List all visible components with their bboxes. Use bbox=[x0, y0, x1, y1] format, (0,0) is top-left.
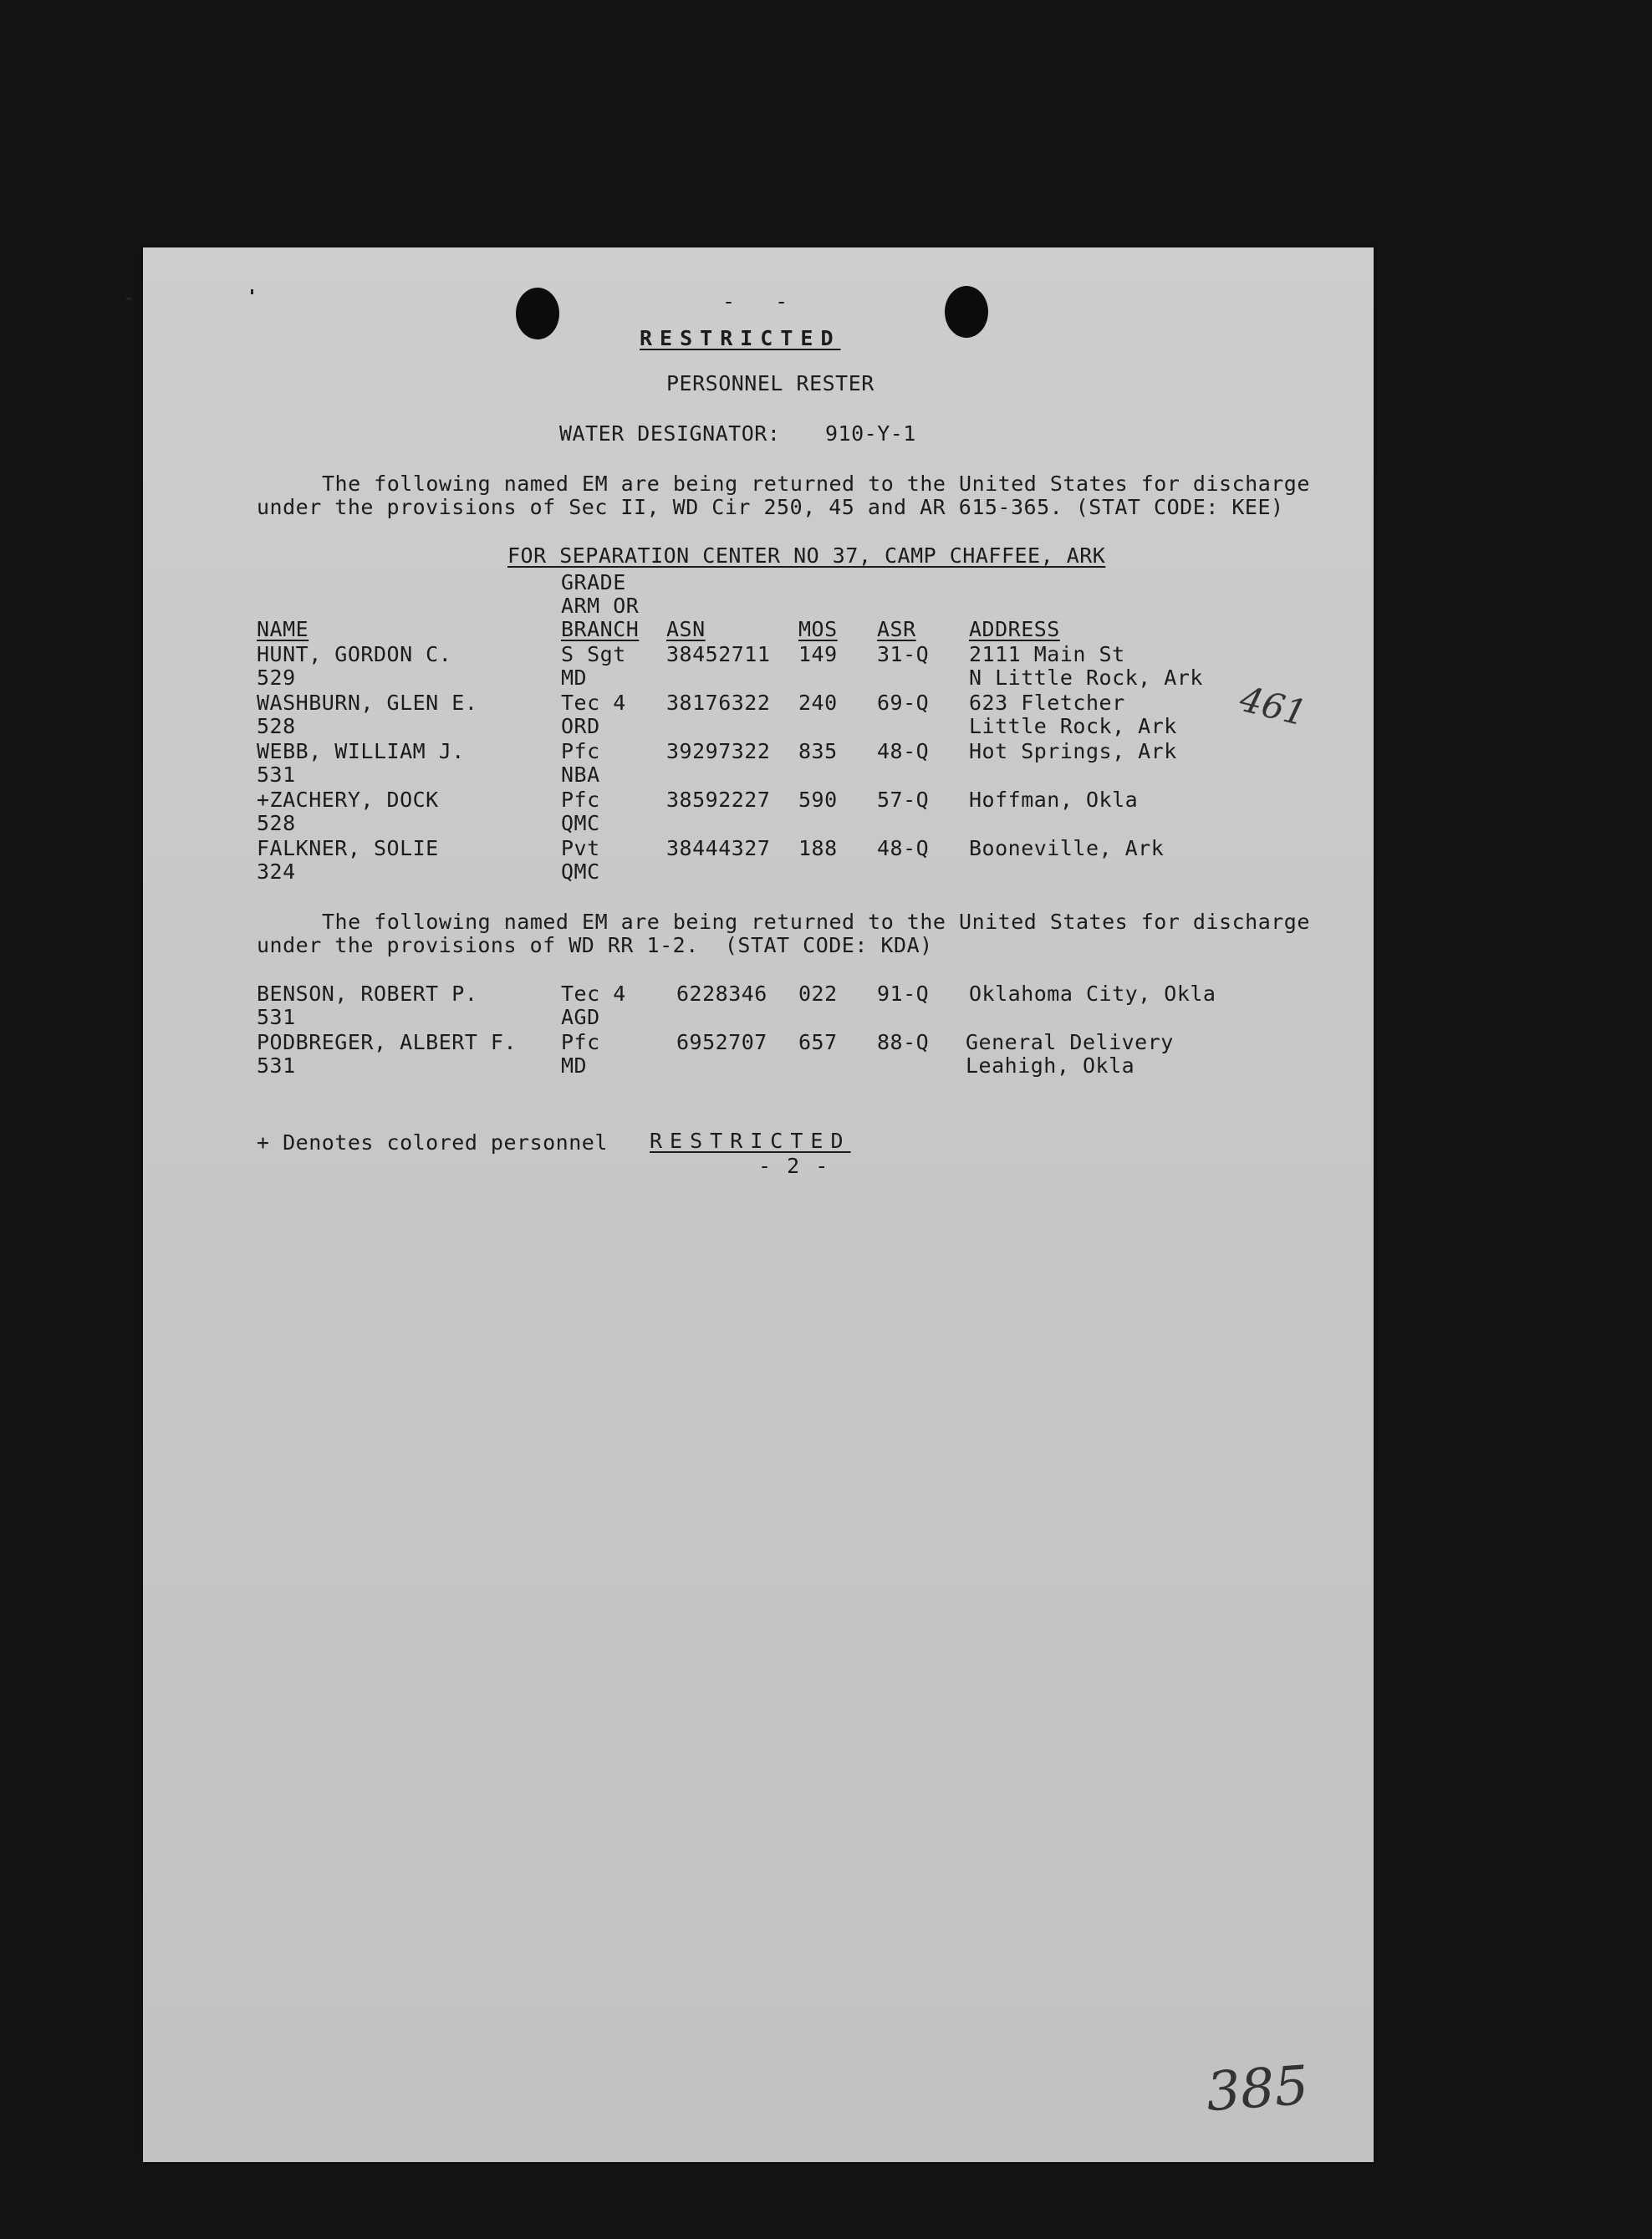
row-grade: Pvt bbox=[561, 836, 600, 860]
row-mos: 149 bbox=[798, 642, 838, 666]
punch-hole-right bbox=[945, 286, 988, 338]
row-branch: NBA bbox=[561, 762, 600, 787]
row-branch: ORD bbox=[561, 714, 600, 738]
col-asr: ASR bbox=[877, 617, 916, 641]
row-name: BENSON, ROBERT P. bbox=[257, 982, 478, 1006]
row-grade: Pfc bbox=[561, 739, 600, 763]
classification-header: RESTRICTED bbox=[640, 326, 841, 350]
row-name: HUNT, GORDON C. bbox=[257, 642, 452, 666]
row-asn: 38176322 bbox=[666, 691, 771, 715]
row-grade: S Sgt bbox=[561, 642, 626, 666]
row-mos: 657 bbox=[798, 1030, 838, 1054]
row-branch: MD bbox=[561, 1053, 588, 1078]
document-title: PERSONNEL RESTER bbox=[666, 371, 874, 395]
row-asr: 69-Q bbox=[877, 691, 930, 715]
handwritten-page-stamp: 385 bbox=[1204, 2054, 1311, 2124]
col-grade-line1: GRADE bbox=[561, 570, 626, 594]
col-grade-line3: BRANCH bbox=[561, 617, 640, 641]
intro1-line1: The following named EM are being returned to the United States for discharge bbox=[322, 472, 1310, 496]
row-name: +ZACHERY, DOCK bbox=[257, 788, 439, 812]
row-mos: 022 bbox=[798, 982, 838, 1006]
row-asr: 48-Q bbox=[877, 739, 930, 763]
col-mos: MOS bbox=[798, 617, 838, 641]
row-address1: General Delivery bbox=[966, 1030, 1174, 1054]
row-code: 324 bbox=[257, 859, 296, 884]
row-asr: 31-Q bbox=[877, 642, 930, 666]
row-asn: 38444327 bbox=[666, 836, 771, 860]
row-asn: 38452711 bbox=[666, 642, 771, 666]
intro1-line2: under the provisions of Sec II, WD Cir 250, 45 and AR 615-365. (STAT CODE: KEE) bbox=[257, 495, 1284, 519]
stray-mark bbox=[251, 289, 253, 294]
handwritten-margin-number: 461 bbox=[1236, 678, 1311, 734]
row-grade: Tec 4 bbox=[561, 691, 626, 715]
row-address1: 2111 Main St bbox=[969, 642, 1125, 666]
row-address1: 623 Fletcher bbox=[969, 691, 1125, 715]
punch-hole-left bbox=[516, 288, 559, 339]
water-designator-value: 910-Y-1 bbox=[825, 421, 916, 446]
row-address2: Leahigh, Okla bbox=[966, 1053, 1135, 1078]
row-asr: 57-Q bbox=[877, 788, 930, 812]
row-address1: Oklahoma City, Okla bbox=[969, 982, 1216, 1006]
row-code: 531 bbox=[257, 1053, 296, 1078]
col-grade-line2: ARM OR bbox=[561, 594, 640, 618]
stray-mark bbox=[126, 298, 131, 300]
row-name: FALKNER, SOLIE bbox=[257, 836, 439, 860]
row-asn: 39297322 bbox=[666, 739, 771, 763]
row-name: WEBB, WILLIAM J. bbox=[257, 739, 465, 763]
row-grade: Pfc bbox=[561, 1030, 600, 1054]
row-branch: MD bbox=[561, 666, 588, 690]
row-asn: 6228346 bbox=[676, 982, 767, 1006]
row-branch: QMC bbox=[561, 859, 600, 884]
water-designator-label: WATER DESIGNATOR: bbox=[559, 421, 781, 446]
row-address1: Hot Springs, Ark bbox=[969, 739, 1177, 763]
row-code: 528 bbox=[257, 811, 296, 835]
row-mos: 835 bbox=[798, 739, 838, 763]
row-grade: Tec 4 bbox=[561, 982, 626, 1006]
row-asr: 91-Q bbox=[877, 982, 930, 1006]
intro2-line2: under the provisions of WD RR 1-2. (STAT CODE: KDA) bbox=[257, 933, 933, 957]
row-asn: 38592227 bbox=[666, 788, 771, 812]
row-name: PODBREGER, ALBERT F. bbox=[257, 1030, 518, 1054]
row-mos: 240 bbox=[798, 691, 838, 715]
row-address1: Booneville, Ark bbox=[969, 836, 1165, 860]
row-asr: 48-Q bbox=[877, 836, 930, 860]
row-address2: Little Rock, Ark bbox=[969, 714, 1177, 738]
row-mos: 188 bbox=[798, 836, 838, 860]
row-code: 531 bbox=[257, 1005, 296, 1029]
document-page bbox=[143, 247, 1374, 2162]
row-address2: N Little Rock, Ark bbox=[969, 666, 1203, 690]
row-branch: QMC bbox=[561, 811, 600, 835]
row-address1: Hoffman, Okla bbox=[969, 788, 1139, 812]
row-code: 531 bbox=[257, 762, 296, 787]
row-code: 529 bbox=[257, 666, 296, 690]
intro2-line1: The following named EM are being returned to the United States for discharge bbox=[322, 910, 1310, 934]
col-address: ADDRESS bbox=[969, 617, 1060, 641]
row-mos: 590 bbox=[798, 788, 838, 812]
footnote-colored-personnel: + Denotes colored personnel bbox=[257, 1130, 608, 1155]
classification-footer: RESTRICTED bbox=[650, 1129, 851, 1153]
page-dashes: - - bbox=[722, 289, 793, 314]
row-branch: AGD bbox=[561, 1005, 600, 1029]
row-asn: 6952707 bbox=[676, 1030, 767, 1054]
col-asn: ASN bbox=[666, 617, 706, 641]
page-number: - 2 - bbox=[758, 1154, 830, 1178]
row-grade: Pfc bbox=[561, 788, 600, 812]
row-code: 528 bbox=[257, 714, 296, 738]
row-name: WASHBURN, GLEN E. bbox=[257, 691, 478, 715]
section1-heading: FOR SEPARATION CENTER NO 37, CAMP CHAFFEE, ARK bbox=[507, 543, 1106, 568]
col-name: NAME bbox=[257, 617, 309, 641]
row-asr: 88-Q bbox=[877, 1030, 930, 1054]
